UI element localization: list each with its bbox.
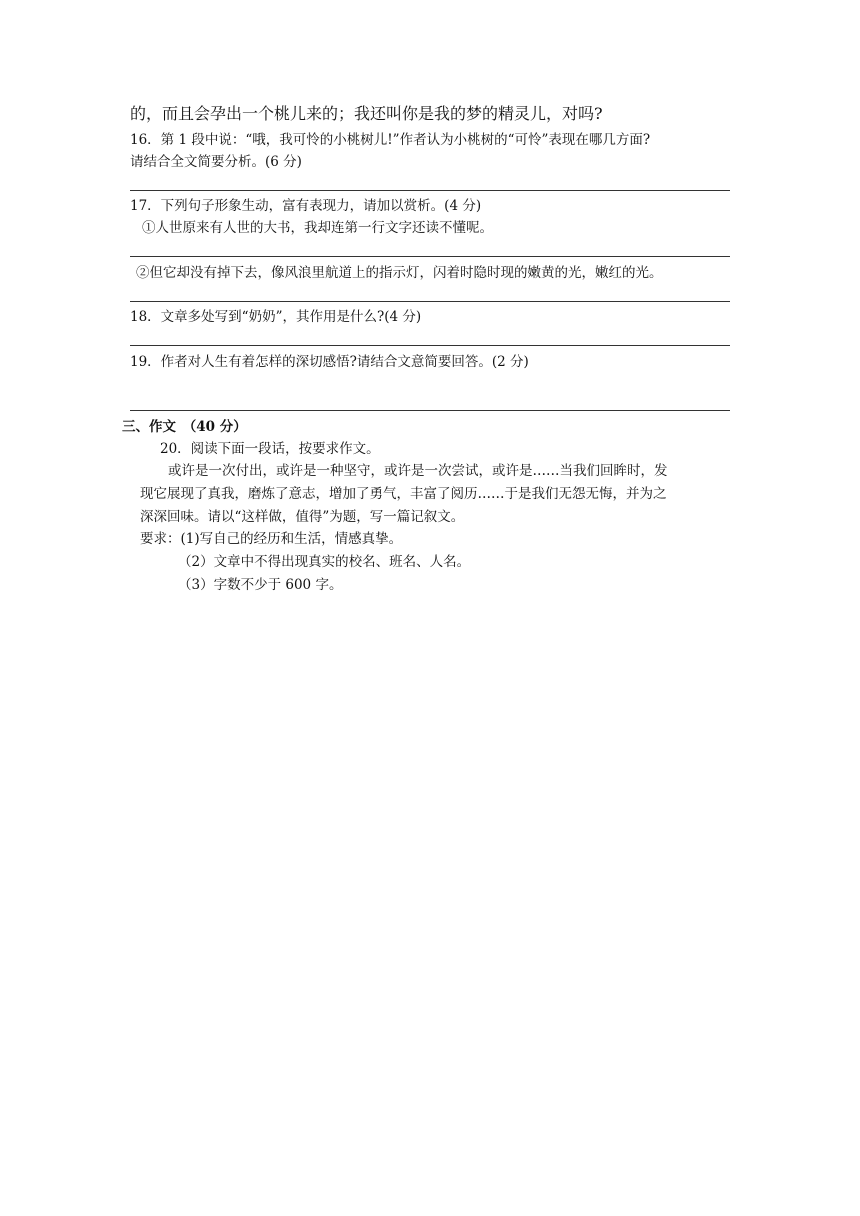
essay-prompt-line-1: 或许是一次付出，或许是一种坚守，或许是一次尝试，或许是……当我们回眸时，发 — [168, 463, 668, 479]
question-18-stem: 18．文章多处写到“奶奶”，其作用是什么?(4 分) — [130, 309, 422, 325]
essay-prompt-line-3: 深深回味。请以“这样做，值得”为题，写一篇记叙文。 — [140, 509, 465, 525]
question-17-stem: 17．下列句子形象生动，富有表现力，请加以赏析。(4 分) — [130, 198, 482, 214]
answer-line — [130, 190, 730, 191]
passage-tail: 的，而且会孕出一个桃儿来的；我还叫你是我的梦的精灵儿，对吗? — [130, 104, 603, 123]
question-17-item-1: ①人世原来有人世的大书，我却连第一行文字还读不懂呢。 — [142, 220, 493, 236]
question-20-stem: 20．阅读下面一段话，按要求作文。 — [160, 441, 380, 457]
question-16-line-1: 16．第 1 段中说：“哦，我可怜的小桃树儿!”作者认为小桃树的“可怜”表现在哪几方面? — [130, 132, 651, 148]
question-16-line-2: 请结合全文简要分析。(6 分) — [130, 154, 302, 170]
essay-requirement-3: （3）字数不少于 600 字。 — [178, 577, 343, 593]
answer-line — [130, 256, 730, 257]
essay-requirement-2: （2）文章中不得出现真实的校名、班名、人名。 — [178, 554, 471, 570]
answer-line — [130, 301, 730, 302]
question-17-item-2: ②但它却没有掉下去，像风浪里航道上的指示灯，闪着时隐时现的嫩黄的光，嫩红的光。 — [136, 265, 663, 281]
question-19-stem: 19．作者对人生有着怎样的深切感悟?请结合文意简要回答。(2 分) — [130, 354, 529, 370]
answer-line — [130, 410, 730, 411]
essay-prompt-line-2: 现它展现了真我，磨炼了意志，增加了勇气，丰富了阅历……于是我们无怨无悔，并为之 — [140, 486, 667, 502]
essay-requirement-1: 要求：(1)写自己的经历和生活，情感真挚。 — [140, 531, 403, 547]
essay-section-title: 三、作文 （40 分） — [122, 419, 247, 435]
answer-line — [130, 345, 730, 346]
